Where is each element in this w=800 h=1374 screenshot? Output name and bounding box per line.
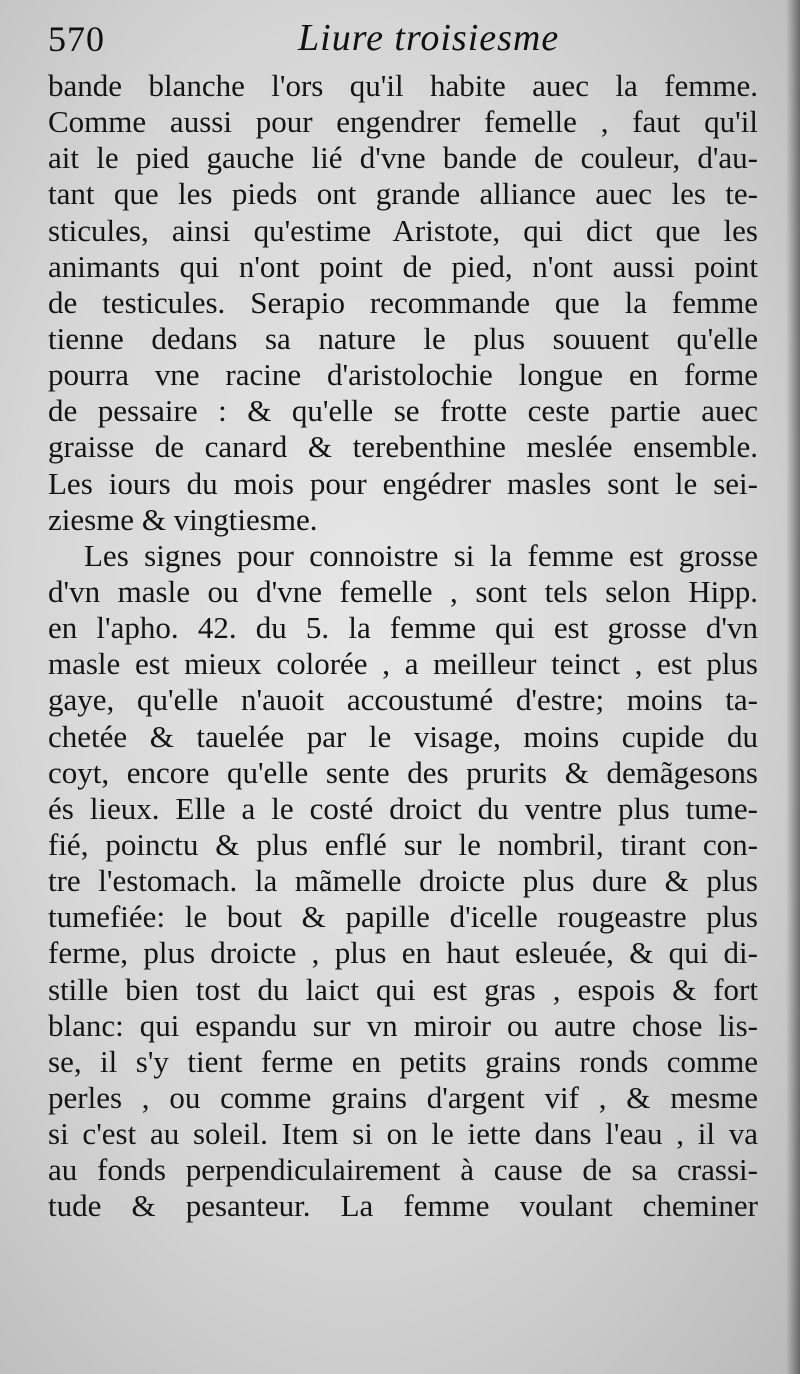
text-line: si c'est au soleil. Item si on le iette dans l'eau , il va — [48, 1116, 758, 1152]
text-line: és lieux. Elle a le costé droict du ventre plus tume- — [48, 790, 758, 826]
text-line: animants qui n'ont point de pied, n'ont aussi point — [48, 248, 758, 284]
text-line: masle est mieux colorée , a meilleur teinct , est plus — [48, 646, 758, 682]
text-line: blanc: qui espandu sur vn miroir ou autre chose lis- — [48, 1007, 758, 1043]
text-line-paragraph-start: Les signes pour connoistre si la femme est grosse — [84, 537, 758, 573]
text-line: chetée & tauelée par le visage, moins cupide du — [48, 718, 758, 754]
text-line: bande blanche l'ors qu'il habite auec la femme. — [48, 68, 758, 103]
text-line: Comme aussi pour engendrer femelle , faut qu'il — [48, 104, 758, 140]
text-line: ziesme & vingtiesme. — [48, 501, 318, 537]
text-line: Les iours du mois pour engédrer masles sont le sei- — [48, 465, 758, 501]
text-line: d'vn masle ou d'vne femelle , sont tels selon Hipp. — [48, 573, 758, 609]
text-line: pourra vne racine d'aristolochie longue en forme — [48, 357, 758, 393]
text-line: tienne dedans sa nature le plus souuent qu'elle — [48, 320, 758, 356]
text-line: graisse de canard & terebenthine meslée ensemble. — [48, 429, 758, 465]
text-line: se, il s'y tient ferme en petits grains ronds comme — [48, 1043, 758, 1079]
text-line: fié, poinctu & plus enflé sur le nombril, tirant con- — [48, 826, 758, 862]
text-line: de testicules. Serapio recommande que la femme — [48, 284, 758, 320]
text-line: coyt, encore qu'elle sente des prurits & demãgesons — [48, 754, 758, 790]
text-line: stille bien tost du laict qui est gras , espois & fort — [48, 971, 758, 1007]
text-line: ait le pied gauche lié d'vne bande de couleur, d'au- — [48, 140, 758, 176]
text-line: gaye, qu'elle n'auoit accoustumé d'estre; moins ta- — [48, 682, 758, 718]
text-line: tude & pesanteur. La femme voulant cheminer — [48, 1188, 758, 1224]
page-edge-shadow — [786, 0, 800, 1374]
text-line: tumefiée: le bout & papille d'icelle rougeastre plus — [48, 899, 758, 935]
text-line: ferme, plus droicte , plus en haut esleuée, & qui di- — [48, 935, 758, 971]
page-header — [48, 12, 768, 62]
text-line: au fonds perpendiculairement à cause de sa crassi- — [48, 1152, 758, 1188]
text-line: perles , ou comme grains d'argent vif , & mesme — [48, 1079, 758, 1115]
body-text — [48, 68, 758, 1225]
text-line: sticules, ainsi qu'estime Aristote, qui dict que les — [48, 212, 758, 248]
running-head: Liure troisiesme — [298, 17, 560, 59]
text-line: tre l'estomach. la mãmelle droicte plus dure & plus — [48, 863, 758, 899]
text-line: en l'apho. 42. du 5. la femme qui est grosse d'vn — [48, 610, 758, 646]
text-line: de pessaire : & qu'elle se frotte ceste partie auec — [48, 393, 758, 429]
page-number: 570 — [48, 19, 105, 59]
text-line: tant que les pieds ont grande alliance auec les te- — [48, 176, 758, 212]
